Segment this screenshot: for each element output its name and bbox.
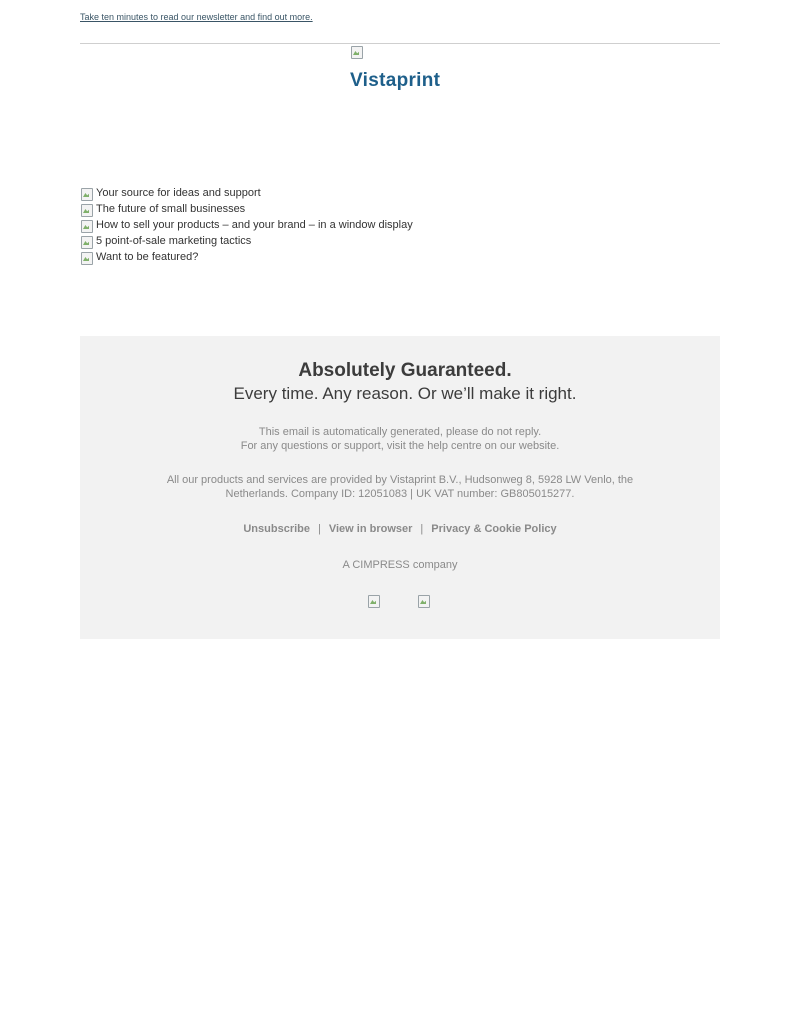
auto-notice-line-2: For any questions or support, visit the help centre on our website. [240, 440, 560, 452]
unsubscribe-link[interactable]: Unsubscribe [243, 523, 310, 535]
broken-image-icon [80, 187, 94, 201]
auto-generated-notice [80, 425, 720, 453]
nav-item-label: How to sell your products – and your brand – in a window display [96, 219, 413, 231]
nav-item-be-featured[interactable] [80, 250, 720, 266]
broken-image-icon [80, 219, 94, 233]
preheader-link[interactable]: Take ten minutes to read our newsletter and find out more. [80, 12, 313, 22]
article-nav [80, 186, 720, 266]
broken-image-icon [80, 203, 94, 217]
privacy-policy-link[interactable]: Privacy & Cookie Policy [431, 523, 557, 535]
nav-item-window-display[interactable] [80, 218, 720, 234]
nav-item-future-small-business[interactable] [80, 202, 720, 218]
view-in-browser-link[interactable]: View in browser [328, 523, 413, 535]
social-image-icon[interactable] [367, 594, 381, 608]
nav-item-pos-tactics[interactable] [80, 234, 720, 250]
auto-notice-line-1: This email is automatically generated, please do not reply. [258, 426, 542, 438]
nav-item-label: Want to be featured? [96, 251, 199, 263]
footer-links [80, 523, 720, 535]
nav-item-label: Your source for ideas and support [96, 187, 261, 199]
header-divider [80, 43, 720, 44]
broken-image-icon [80, 235, 94, 249]
broken-image-icon [350, 45, 364, 59]
guarantee-title: Absolutely Guaranteed. [298, 360, 512, 381]
legal-text: All our products and services are provided by Vistaprint B.V., Hudsonweg 8, 5928 LW Venlo, the Netherlands. Company ID: 12051083 | UK VAT number: GB805015277. [166, 474, 634, 500]
link-separator: | [318, 523, 321, 535]
link-separator: | [420, 523, 424, 535]
social-image-icon[interactable] [417, 594, 431, 608]
guarantee-subtitle: Every time. Any reason. Or we’ll make it right. [233, 384, 577, 403]
nav-item-label: The future of small businesses [96, 203, 246, 215]
broken-image-icon [80, 251, 94, 265]
company-tagline: A CIMPRESS company [342, 559, 458, 571]
nav-item-label: 5 point-of-sale marketing tactics [96, 235, 252, 247]
logo-text: Vistaprint [350, 70, 441, 91]
footer [80, 336, 720, 639]
nav-item-ideas-support[interactable] [80, 186, 720, 202]
